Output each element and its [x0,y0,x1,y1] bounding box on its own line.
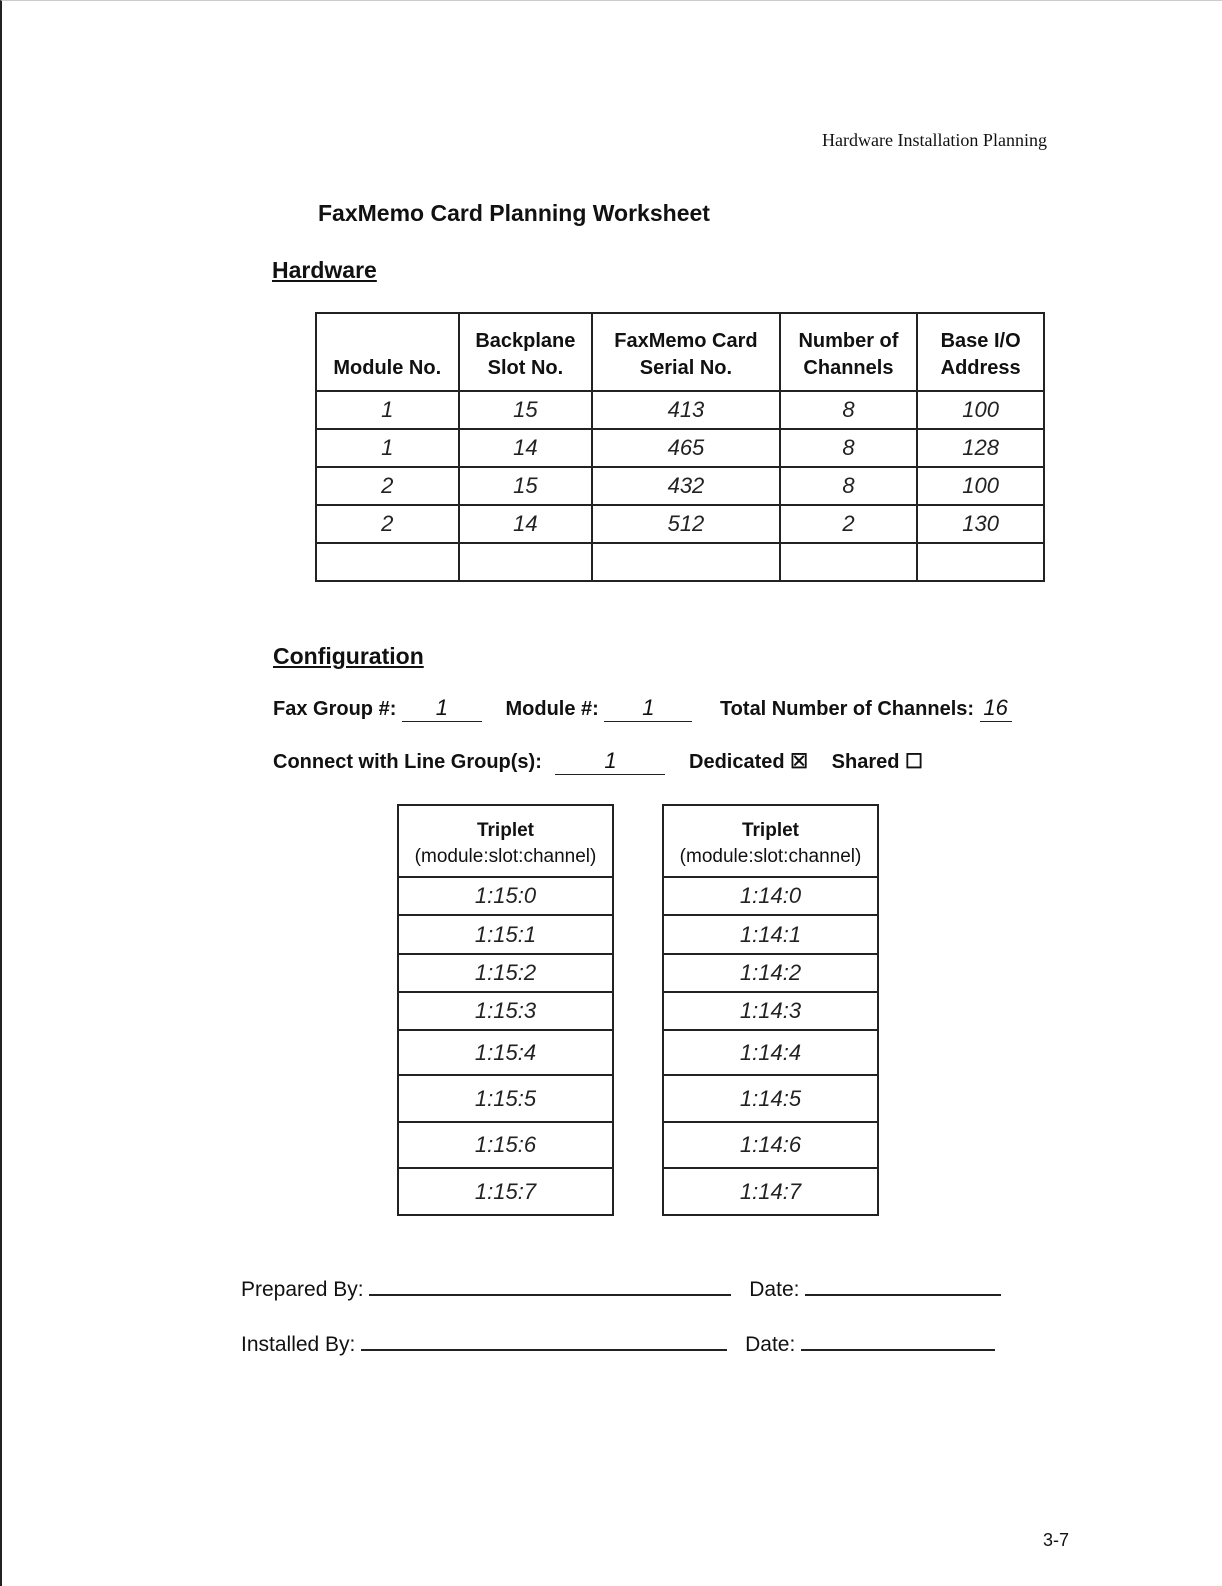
table-row [316,543,1044,581]
triplet-cell: 1:14:5 [663,1075,878,1122]
triplet-title: Triplet [476,820,534,841]
config-line-2 [273,748,923,775]
running-header: Hardware Installation Planning [822,130,1047,150]
triplet-cell: 1:15:7 [398,1168,613,1215]
triplet-header [398,805,613,877]
triplet-header-row [398,805,613,877]
page-number: 3-7 [1043,1530,1070,1550]
triplet-subtitle: (module:slot:channel) [414,846,597,867]
shared-label: Shared [831,751,900,773]
table-header-row [316,313,1044,391]
prepared-by-label: Prepared By: [241,1278,364,1301]
triplet-row [663,877,878,915]
triplet-row [398,992,613,1030]
triplet-cell: 1:14:0 [663,877,878,915]
table-cell: 1 [316,429,459,467]
prepared-by-field[interactable] [369,1294,731,1296]
configuration-heading: Configuration [273,643,424,669]
triplet-title: Triplet [741,820,799,841]
hardware-heading: Hardware [272,257,377,283]
table-cell [316,543,459,581]
table-cell: 15 [459,391,593,429]
prepared-by-row [241,1278,1001,1302]
table-cell: 1 [316,391,459,429]
table-row [316,467,1044,505]
triplet-cell: 1:14:2 [663,954,878,992]
module-field[interactable]: 1 [604,695,692,722]
triplet-cell: 1:14:7 [663,1168,878,1215]
config-line-1 [273,695,1012,722]
column-header: Base I/O Address [917,313,1044,391]
fax-group-label: Fax Group #: [273,698,397,720]
table-cell: 100 [917,467,1044,505]
line-group-label: Connect with Line Group(s): [273,751,542,773]
installed-by-row [241,1333,995,1357]
installed-date-field[interactable] [801,1349,995,1351]
page-title: FaxMemo Card Planning Worksheet [318,200,710,226]
triplet-cell: 1:15:3 [398,992,613,1030]
triplet-row [398,954,613,992]
table-row [316,429,1044,467]
table-row [316,505,1044,543]
column-header: Number of Channels [780,313,918,391]
hardware-table [315,312,1045,582]
triplet-table-right [662,804,879,1216]
table-cell: 8 [780,467,918,505]
date-label: Date: [745,1333,796,1356]
dedicated-label: Dedicated [689,751,785,773]
fax-group-field[interactable]: 1 [402,695,482,722]
table-cell: 14 [459,429,593,467]
table-cell: 413 [592,391,779,429]
triplet-cell: 1:15:0 [398,877,613,915]
table-cell: 2 [316,467,459,505]
installed-by-label: Installed By: [241,1333,356,1356]
shared-checkbox[interactable]: ☐ [905,751,923,773]
table-cell [780,543,918,581]
module-label: Module #: [505,698,599,720]
triplet-cell: 1:15:2 [398,954,613,992]
column-header: FaxMemo Card Serial No. [592,313,779,391]
table-cell [592,543,779,581]
triplet-cell: 1:15:1 [398,915,613,954]
triplet-row [663,1030,878,1075]
table-cell: 512 [592,505,779,543]
triplet-row [663,915,878,954]
triplet-cell: 1:14:4 [663,1030,878,1075]
total-channels-field[interactable]: 16 [980,695,1012,722]
triplet-row [398,1030,613,1075]
triplet-row [663,1168,878,1215]
triplet-header-row [663,805,878,877]
table-cell [917,543,1044,581]
triplet-row [398,1122,613,1168]
line-group-field[interactable]: 1 [555,748,665,775]
table-cell: 8 [780,391,918,429]
table-cell: 130 [917,505,1044,543]
triplet-row [398,915,613,954]
table-cell: 100 [917,391,1044,429]
table-cell: 432 [592,467,779,505]
table-cell: 8 [780,429,918,467]
triplet-cell: 1:14:6 [663,1122,878,1168]
triplet-cell: 1:14:1 [663,915,878,954]
triplet-cell: 1:14:3 [663,992,878,1030]
triplet-row [663,1075,878,1122]
column-header: Module No. [316,313,459,391]
triplet-row [663,992,878,1030]
table-cell: 2 [780,505,918,543]
triplet-row [663,1122,878,1168]
prepared-date-field[interactable] [805,1294,1001,1296]
table-cell: 15 [459,467,593,505]
table-cell: 14 [459,505,593,543]
date-label: Date: [749,1278,800,1301]
table-cell: 2 [316,505,459,543]
triplet-cell: 1:15:6 [398,1122,613,1168]
table-cell: 128 [917,429,1044,467]
installed-by-field[interactable] [361,1349,727,1351]
dedicated-checkbox[interactable]: ☒ [790,751,809,773]
column-header: Backplane Slot No. [459,313,593,391]
triplet-cell: 1:15:4 [398,1030,613,1075]
table-cell [459,543,593,581]
triplet-row [663,954,878,992]
table-cell: 465 [592,429,779,467]
triplet-subtitle: (module:slot:channel) [679,846,862,867]
triplet-row [398,1168,613,1215]
table-row [316,391,1044,429]
triplet-cell: 1:15:5 [398,1075,613,1122]
triplet-table-left [397,804,614,1216]
triplet-row [398,877,613,915]
total-channels-label: Total Number of Channels: [719,698,975,720]
triplet-row [398,1075,613,1122]
triplet-header [663,805,878,877]
